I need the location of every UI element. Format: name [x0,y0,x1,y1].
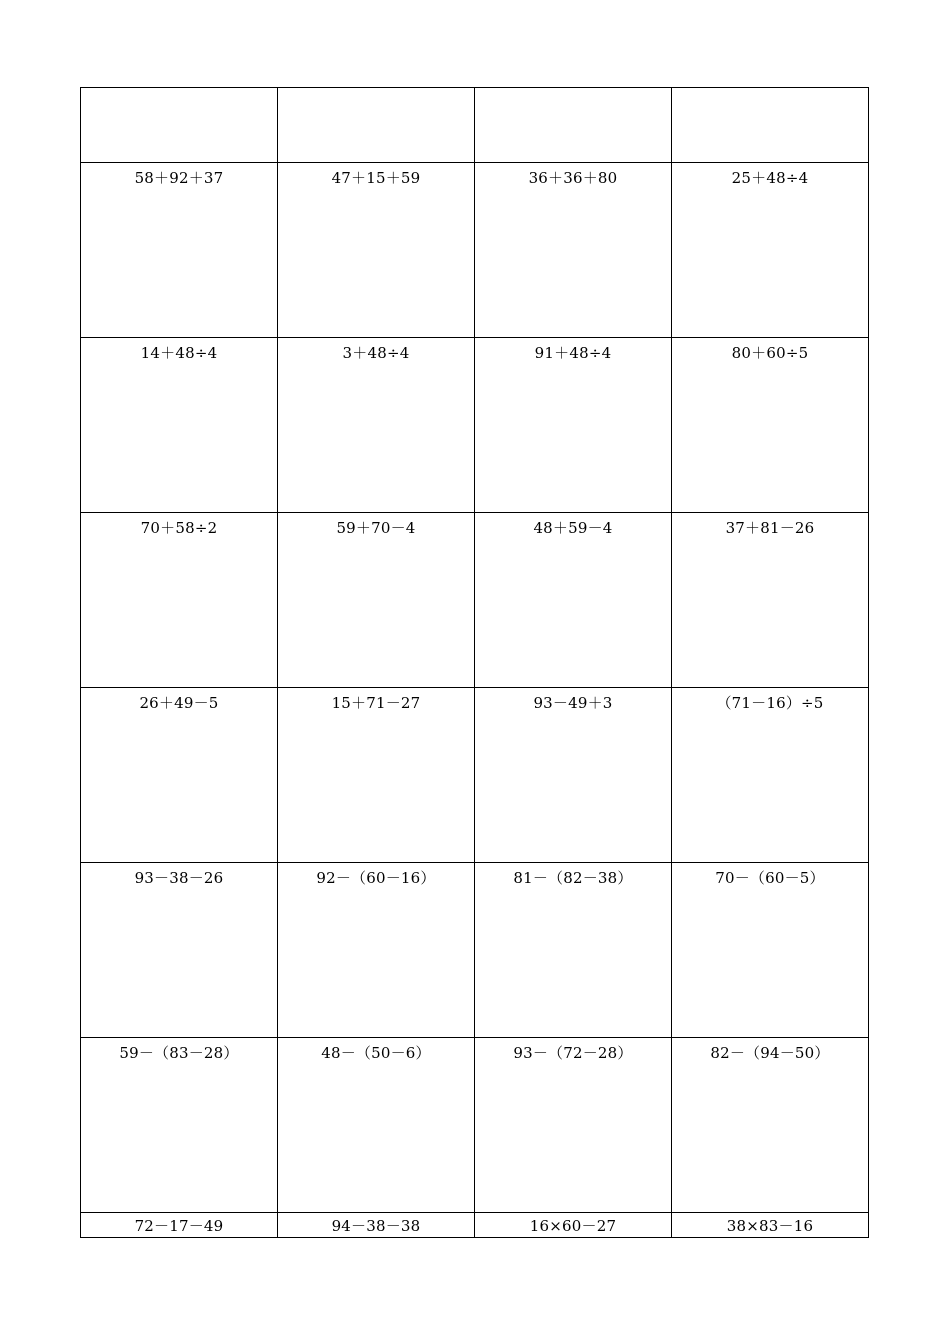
expression: 16×60－27 [529,1217,617,1235]
table-cell [672,688,869,863]
expression: 48－（50－6） [321,1044,431,1062]
expression: 93－38－26 [134,869,224,887]
expression: 14＋48÷4 [140,344,218,362]
expression: 26＋49－5 [139,694,219,712]
expression: 59＋70－4 [336,519,416,537]
expression: 81－（82－38） [513,869,633,887]
table-row [81,88,869,163]
table-cell [278,863,475,1038]
table-cell [672,1213,869,1238]
worksheet-table [80,87,869,1238]
expression [278,88,474,95]
table-cell [278,1213,475,1238]
expression: 59－（83－28） [119,1044,239,1062]
table-cell [475,88,672,163]
table-cell [81,513,278,688]
table-cell [278,688,475,863]
table-cell [475,1038,672,1213]
expression: 80＋60÷5 [731,344,809,362]
table-cell [475,688,672,863]
table-cell [81,338,278,513]
expression: 47＋15＋59 [331,169,421,187]
table-cell [278,88,475,163]
table-row [81,1038,869,1213]
table-cell [81,688,278,863]
expression: （71－16）÷5 [716,694,824,712]
expression: 91＋48÷4 [534,344,612,362]
table-cell [475,338,672,513]
expression: 94－38－38 [331,1217,421,1235]
table-cell [672,513,869,688]
expression: 3＋48÷4 [342,344,410,362]
expression: 70＋58÷2 [140,519,218,537]
table-cell [475,863,672,1038]
expression: 92－（60－16） [316,869,436,887]
expression [475,88,671,95]
table-cell [278,1038,475,1213]
table-row [81,863,869,1038]
expression: 82－（94－50） [710,1044,830,1062]
expression: 15＋71－27 [331,694,421,712]
expression: 48＋59－4 [533,519,613,537]
table-cell [81,1213,278,1238]
table-cell [672,338,869,513]
table-cell [475,163,672,338]
table-row [81,688,869,863]
expression: 37＋81－26 [725,519,815,537]
table-cell [81,863,278,1038]
expression [672,88,868,95]
table-cell [81,163,278,338]
table-cell [672,163,869,338]
expression: 93－（72－28） [513,1044,633,1062]
table-cell [278,338,475,513]
table-cell [672,88,869,163]
expression: 70－（60－5） [715,869,825,887]
table-cell [81,1038,278,1213]
expression: 36＋36＋80 [528,169,618,187]
table-cell [475,1213,672,1238]
table-row [81,513,869,688]
table-row [81,1213,869,1238]
table-cell [278,163,475,338]
expression: 93－49＋3 [533,694,613,712]
table-cell [672,863,869,1038]
table-cell [672,1038,869,1213]
expression: 72－17－49 [134,1217,224,1235]
table-cell [81,88,278,163]
table-cell [475,513,672,688]
table-cell [278,513,475,688]
expression [81,88,277,95]
expression: 38×83－16 [726,1217,814,1235]
expression: 58＋92＋37 [134,169,224,187]
expression: 25＋48÷4 [731,169,809,187]
table-row [81,163,869,338]
table-row [81,338,869,513]
